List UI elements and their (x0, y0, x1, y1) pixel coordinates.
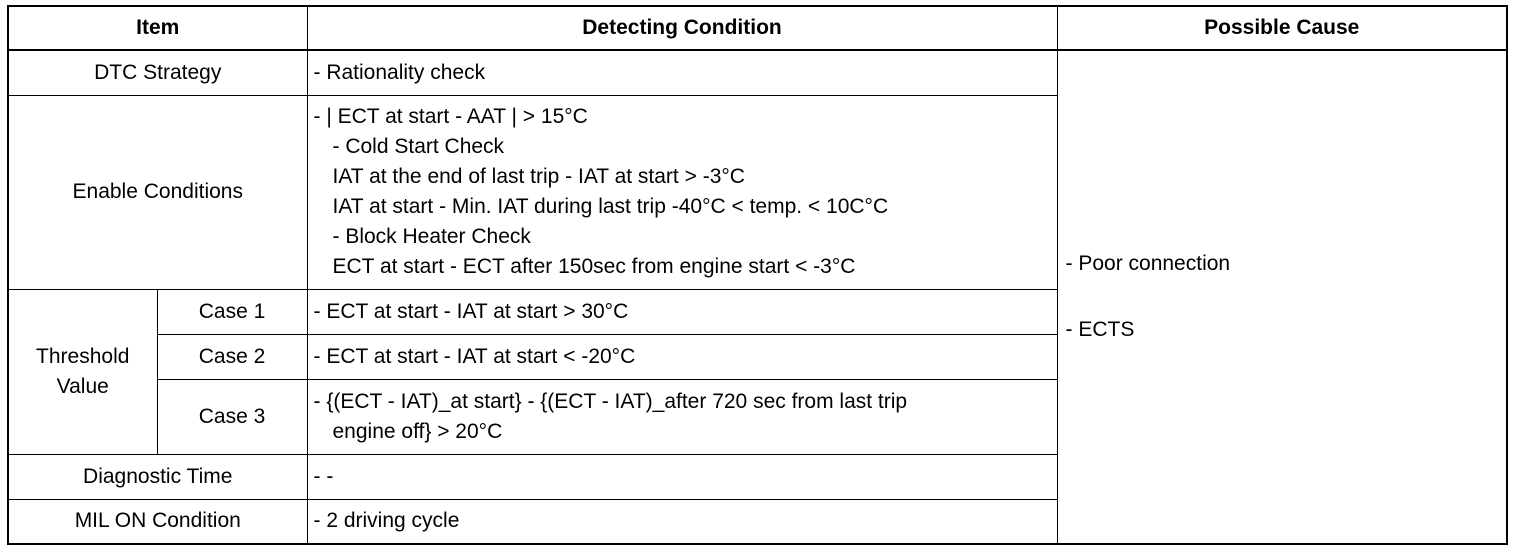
header-detecting-condition: Detecting Condition (307, 6, 1057, 50)
cause-poor-connection: - Poor connection (1065, 252, 1231, 275)
case3-value (307, 379, 1057, 454)
dtc-table (7, 5, 1508, 545)
case2-value: - ECT at start - IAT at start < -20°C (307, 334, 1057, 379)
enable-conditions-label: Enable Conditions (8, 95, 307, 289)
cause-ects: - ECTS (1065, 318, 1135, 341)
case3-label: Case 3 (157, 379, 307, 454)
possible-cause-cell (1057, 50, 1507, 544)
case1-value: - ECT at start - IAT at start > 30°C (307, 289, 1057, 334)
threshold-value-label (8, 289, 157, 454)
mil-on-value: - 2 driving cycle (307, 499, 1057, 544)
enable-line-4: IAT at start - Min. IAT during last trip -40°C < temp. < 10C°C (332, 195, 889, 218)
mil-on-label: MIL ON Condition (8, 499, 307, 544)
dtc-table-wrapper (7, 5, 1508, 545)
enable-line-2: - Cold Start Check (332, 135, 505, 158)
enable-line-1: - | ECT at start - AAT | > 15°C (313, 105, 588, 128)
threshold-label-line1: Threshold (36, 344, 130, 368)
case1-label: Case 1 (157, 289, 307, 334)
header-item: Item (8, 6, 307, 50)
enable-line-3: IAT at the end of last trip - IAT at start > -3°C (332, 165, 745, 188)
enable-conditions-value (307, 95, 1057, 289)
dtc-strategy-value: - Rationality check (307, 50, 1057, 95)
case3-line-2: engine off} > 20°C (332, 419, 503, 443)
header-possible-cause: Possible Cause (1057, 6, 1507, 50)
header-row (8, 6, 1507, 50)
row-dtc-strategy (8, 50, 1507, 95)
enable-line-5: - Block Heater Check (332, 225, 531, 248)
enable-line-6: ECT at start - ECT after 150sec from engine start < -3°C (332, 255, 856, 278)
diagnostic-time-label: Diagnostic Time (8, 454, 307, 499)
dtc-strategy-label: DTC Strategy (8, 50, 307, 95)
diagnostic-time-value: - - (307, 454, 1057, 499)
case3-line-1: - {(ECT - IAT)_at start} - {(ECT - IAT)_after 720 sec from last trip (313, 389, 908, 413)
threshold-label-line2: Value (56, 374, 109, 398)
case2-label: Case 2 (157, 334, 307, 379)
